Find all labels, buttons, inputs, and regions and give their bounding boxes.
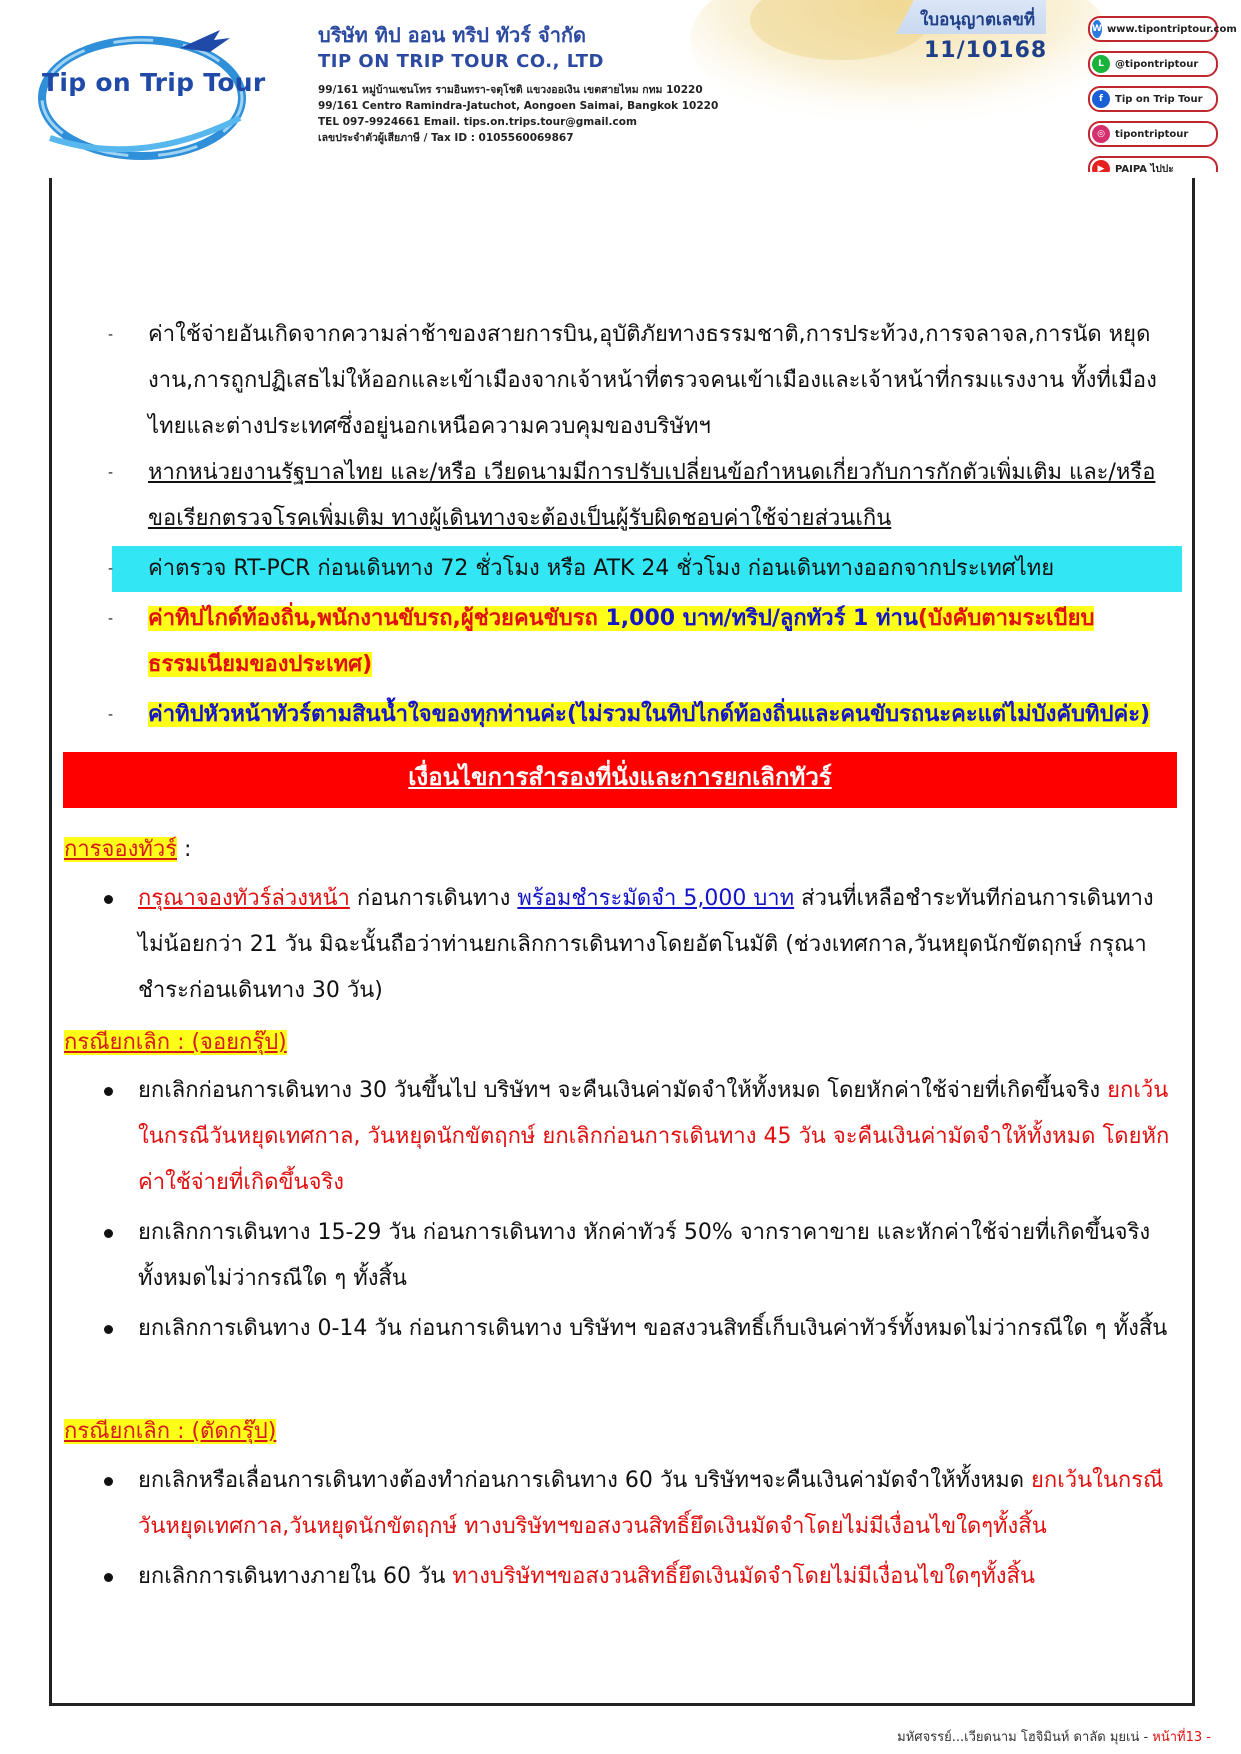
booking-advance: กรุณาจองทัวร์ล่วงหน้า [138, 886, 350, 911]
cancel-join-exception: ยกเว้นในกรณีวันหยุดเทศกาล, วันหยุดนักขัตฤกษ์ ยกเลิกก่อนการเดินทาง 45 วัน จะคืนเงินค่ามัดจำให้ทั้งหมด โดยหักค่าใช้จ่ายที่เกิดขึ้นจริง [138, 1078, 1170, 1195]
cancel-private-text: ยกเลิกหรือเลื่อนการเดินทางต้องทำก่อนการเดินทาง 60 วัน บริษัทฯจะคืนเงินค่ามัดจำให้ทั้งหมด [138, 1468, 1031, 1493]
social-label: Tip on Trip Tour [1115, 93, 1203, 105]
dash-bullet: - [108, 611, 114, 627]
guide-tip-text: ค่าทิปไกด์ท้องถิ่น,พนักงานขับรถ,ผู้ช่วยคนขับรถ [148, 606, 606, 631]
booking-heading [64, 830, 191, 870]
cancel-join-text: ยกเลิกก่อนการเดินทาง 30 วันขึ้นไป บริษัทฯ จะคืนเงินค่ามัดจำให้ทั้งหมด โดยหักค่าใช้จ่ายที่เกิดขึ้นจริง [138, 1078, 1108, 1103]
cancel-private-text: ยกเลิกการเดินทางภายใน 60 วัน [138, 1564, 453, 1589]
exclude-text: ค่าตรวจ RT-PCR ก่อนเดินทาง 72 ชั่วโมง หรือ ATK 24 ชั่วโมง ก่อนเดินทางออกจากประเทศไทย [148, 556, 1055, 581]
social-line[interactable] [1088, 51, 1218, 77]
excludes-list [62, 312, 1182, 738]
dash-bullet: - [108, 327, 114, 343]
page-footer [897, 1726, 1211, 1747]
company-name-th: บริษัท ทิป ออน ทริป ทัวร์ จำกัด [318, 23, 587, 47]
bullet-dot [104, 895, 113, 904]
cancel-join-list [64, 1068, 1174, 1352]
logo-wordmark: Tip on Trip Tour [42, 68, 266, 97]
www-icon: W [1092, 20, 1102, 38]
social-label: PAIPA ไปปะ [1115, 163, 1174, 172]
exclude-item-rtpcr [108, 546, 1182, 592]
social-label: tipontriptour [1115, 128, 1189, 140]
social-label: @tipontriptour [1115, 58, 1199, 70]
booking-heading-label: การจองทัวร์ [64, 837, 178, 862]
exclude-item-quarantine [62, 450, 1182, 542]
address-en: 99/161 Centro Ramindra-Jatuchot, Aongoen Saimai, Bangkok 10220 [318, 100, 719, 112]
cancel-private-exception: ทางบริษัทฯขอสงวนสิทธิ์ยึดเงินมัดจำโดยไม่มีเงื่อนไขใดๆทั้งสิ้น [452, 1564, 1036, 1589]
page-number: หน้าที่13 - [1152, 1730, 1211, 1745]
cancel-private-list [64, 1458, 1174, 1600]
exclude-text: ค่าใช้จ่ายอันเกิดจากความล่าช้าของสายการบิน,อุบัติภัยทางธรรมชาติ,การประท้วง,การจลาจล,การนัด หยุดงาน,การถูกปฏิเสธไม่ให้ออกและเข้าเมืองจากเจ้าหน้าที่ตรวจคนเข้าเมืองและเจ้าหน้าที่กรมแรงงาน ทั้งที่เมืองไทยและต่างประเทศซึ่งอยู่นอกเหนือความควบคุมของบริษัทฯ [148, 322, 1157, 439]
dash-bullet: - [108, 561, 114, 577]
contact-line: TEL 097-9924661 Email. tips.on.trips.tour@gmail.com [318, 116, 637, 128]
bullet-dot [104, 1477, 113, 1486]
booking-heading-colon: : [177, 837, 192, 862]
cancel-join-item [64, 1306, 1174, 1352]
social-youtube[interactable] [1088, 156, 1218, 172]
dash-bullet: - [108, 465, 114, 481]
cancel-join-item [64, 1068, 1174, 1206]
social-instagram[interactable] [1088, 121, 1218, 147]
dash-bullet: - [108, 707, 114, 723]
bullet-dot [104, 1325, 113, 1334]
social-links [1088, 16, 1237, 172]
tax-id: เลขประจำตัวผู้เสียภาษี / Tax ID : 0105560069867 [318, 132, 574, 144]
company-name-en: TIP ON TRIP TOUR CO., LTD [318, 51, 604, 72]
cancel-private-heading [64, 1412, 276, 1452]
bullet-dot [104, 1573, 113, 1582]
footer-title: มหัศจรรย์...เวียดนาม โฮจิมินห์ ดาลัด มุยเน่ - [897, 1730, 1153, 1745]
conditions-title: เงื่อนไขการสำรองที่นั่งและการยกเลิกทัวร์ [408, 763, 832, 791]
booking-list [64, 876, 1174, 1014]
booking-mid: ก่อนการเดินทาง [349, 886, 518, 911]
guide-tip-note: (บังคับตามระเบียบธรรมเนียมของประเทศ) [148, 606, 1095, 677]
exclude-item-delays [62, 312, 1182, 450]
exclude-item-guide-tip [62, 596, 1182, 688]
facebook-icon: f [1092, 90, 1110, 108]
bullet-dot [104, 1229, 113, 1238]
license-label: ใบอนุญาตเลขที่ [920, 10, 1036, 30]
conditions-title-band [63, 752, 1177, 808]
social-label: www.tipontriptour.com [1106, 23, 1237, 35]
cancel-join-heading [64, 1023, 287, 1063]
social-website[interactable] [1088, 16, 1237, 42]
license-number: 11/10168 [924, 38, 1048, 63]
guide-tip-amount: 1,000 บาท/ทริป/ลูกทัวร์ 1 ท่าน [605, 606, 918, 631]
cancel-private-item [64, 1554, 1174, 1600]
exclude-item-leader-tip [62, 692, 1182, 738]
bullet-dot [104, 1087, 113, 1096]
cancel-private-exception: ยกเว้นในกรณีวันหยุดเทศกาล,วันหยุดนักขัตฤกษ์ ทางบริษัทฯขอสงวนสิทธิ์ยึดเงินมัดจำโดยไม่มีเงื่อนไขใดๆทั้งสิ้น [138, 1468, 1164, 1539]
cancel-join-text: ยกเลิกการเดินทาง 15-29 วัน ก่อนการเดินทาง หักค่าทัวร์ 50% จากราคาขาย และหักค่าใช้จ่ายที่เกิดขึ้นจริงทั้งหมดไม่ว่ากรณีใด ๆ ทั้งสิ้น [138, 1220, 1151, 1291]
youtube-icon: ▶ [1092, 160, 1110, 172]
booking-deposit: พร้อมชำระมัดจำ 5,000 บาท [517, 886, 795, 911]
page-header [0, 0, 1241, 172]
line-icon: L [1092, 55, 1110, 73]
company-info [318, 22, 818, 146]
cancel-join-heading-label: กรณียกเลิก : (จอยกรุ๊ป) [64, 1030, 287, 1055]
booking-rest: ส่วนที่เหลือชำระทันทีก่อนการเดินทางไม่น้อยกว่า 21 วัน มิฉะนั้นถือว่าท่านยกเลิกการเดินทางโดยอัตโนมัติ (ช่วงเทศกาล,วันหยุดนักขัตฤกษ์ กรุณาชำระก่อนเดินทาง 30 วัน) [138, 886, 1154, 1003]
cancel-join-text: ยกเลิกการเดินทาง 0-14 วัน ก่อนการเดินทาง บริษัทฯ ขอสงวนสิทธิ์เก็บเงินค่าทัวร์ทั้งหมดไม่ว่ากรณีใด ๆ ทั้งสิ้น [138, 1316, 1168, 1341]
address-th: 99/161 หมู่บ้านเซนโทร รามอินทรา-จตุโชติ แขวงออเงิน เขตสายไหม กทม 10220 [318, 84, 703, 96]
exclude-text: ค่าทิปหัวหน้าทัวร์ตามสินน้ำใจของทุกท่านค่ะ(ไม่รวมในทิปไกด์ท้องถิ่นและคนขับรถนะคะแต่ไม่บังคับทิปค่ะ) [148, 702, 1151, 727]
exclude-text: หากหน่วยงานรัฐบาลไทย และ/หรือ เวียดนามมีการปรับเปลี่ยนข้อกำหนดเกี่ยวกับการกักตัวเพิ่มเติม และ/หรือ ขอเรียกตรวจโรคเพิ่มเติม ทางผู้เดินทางจะต้องเป็นผู้รับผิดชอบค่าใช้จ่ายส่วนเกิน [148, 460, 1156, 531]
cancel-join-item [64, 1210, 1174, 1302]
cancel-private-heading-label: กรณียกเลิก : (ตัดกรุ๊ป) [64, 1419, 277, 1444]
booking-item [64, 876, 1174, 1014]
cancel-private-item [64, 1458, 1174, 1550]
social-facebook[interactable] [1088, 86, 1218, 112]
instagram-icon: ◎ [1092, 125, 1110, 143]
